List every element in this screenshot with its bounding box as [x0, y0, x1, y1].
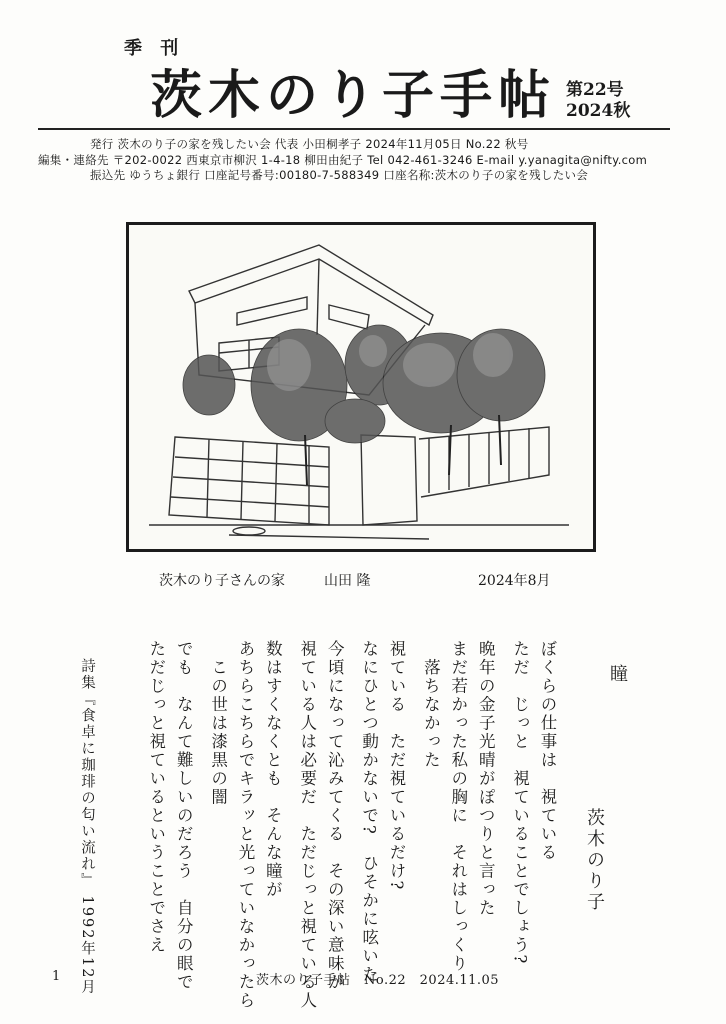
poem-source: 詩集『食卓に珈琲の匂い流れ』 1992年12月 [79, 658, 95, 996]
contact-info: 編集・連絡先 〒202-0022 西東京市柳沢 1-4-18 柳田由紀子 Tel 042-461-3246 E-mail y.yanagita@nifty.com [38, 153, 648, 167]
poem-line: 今頃になって沁みてくる その深い意味が [325, 640, 345, 992]
issue-number: 第22号 [566, 80, 624, 100]
issue-block [566, 80, 630, 122]
poem-line: でも なんて難しいのだろう 自分の眼で [174, 640, 194, 992]
page-number: 1 [52, 969, 61, 984]
payment-info: 振込先 ゆうちょ銀行 口座記号番号:00180-7-588349 口座名称:茨木のり子の家を残したい会 [90, 168, 589, 182]
poem-author: 茨木のり子 [584, 808, 605, 913]
publisher-info: 発行 茨木のり子の家を残したい会 代表 小田桐孝子 2024年11月05日 No.22 秋号 [90, 137, 529, 151]
publication-frequency: 季 刊 [124, 38, 185, 59]
newsletter-title: 茨木のり子手帖 [150, 65, 557, 126]
poem-line: まだ若かった私の胸に それはしっくり [448, 640, 468, 973]
poem-line: あちらこちらでキラッと光っていなかったら [236, 640, 255, 1010]
house-sketch [129, 225, 593, 549]
poem-line: 数はすくなくとも そんな瞳が [263, 640, 283, 899]
issue-season: 2024秋 [566, 101, 631, 121]
poem-line: 視ている ただ視ているだけ? [387, 640, 406, 892]
poem-line: 視ている人は必要だ ただじっと視ている人 [297, 640, 317, 1010]
poem-line: ただ じっと 視ていることでしょう? [510, 640, 530, 966]
poem-line: 落ちなかった [421, 640, 441, 770]
illustration-caption: 茨木のり子さんの家 [159, 573, 285, 589]
house-illustration [126, 222, 596, 552]
illustration-artist: 山田 隆 [324, 573, 371, 589]
poem-line: なにひとつ動かないで? ひそかに呟いた [359, 640, 379, 984]
poem-line: この世は漆黒の闇 [208, 640, 228, 807]
poem-line: ただじっと視ているということでさえ [146, 640, 166, 955]
illustration-date: 2024年8月 [478, 573, 551, 589]
poem-line: 晩年の金子光晴がぽつりと言った [476, 640, 496, 918]
poem-title: 瞳 [607, 664, 628, 684]
poem-line: ぼくらの仕事は 視ている [538, 640, 557, 862]
footer-text: 茨木のり子手帖 No.22 2024.11.05 [256, 973, 500, 988]
masthead-rule [38, 128, 670, 130]
